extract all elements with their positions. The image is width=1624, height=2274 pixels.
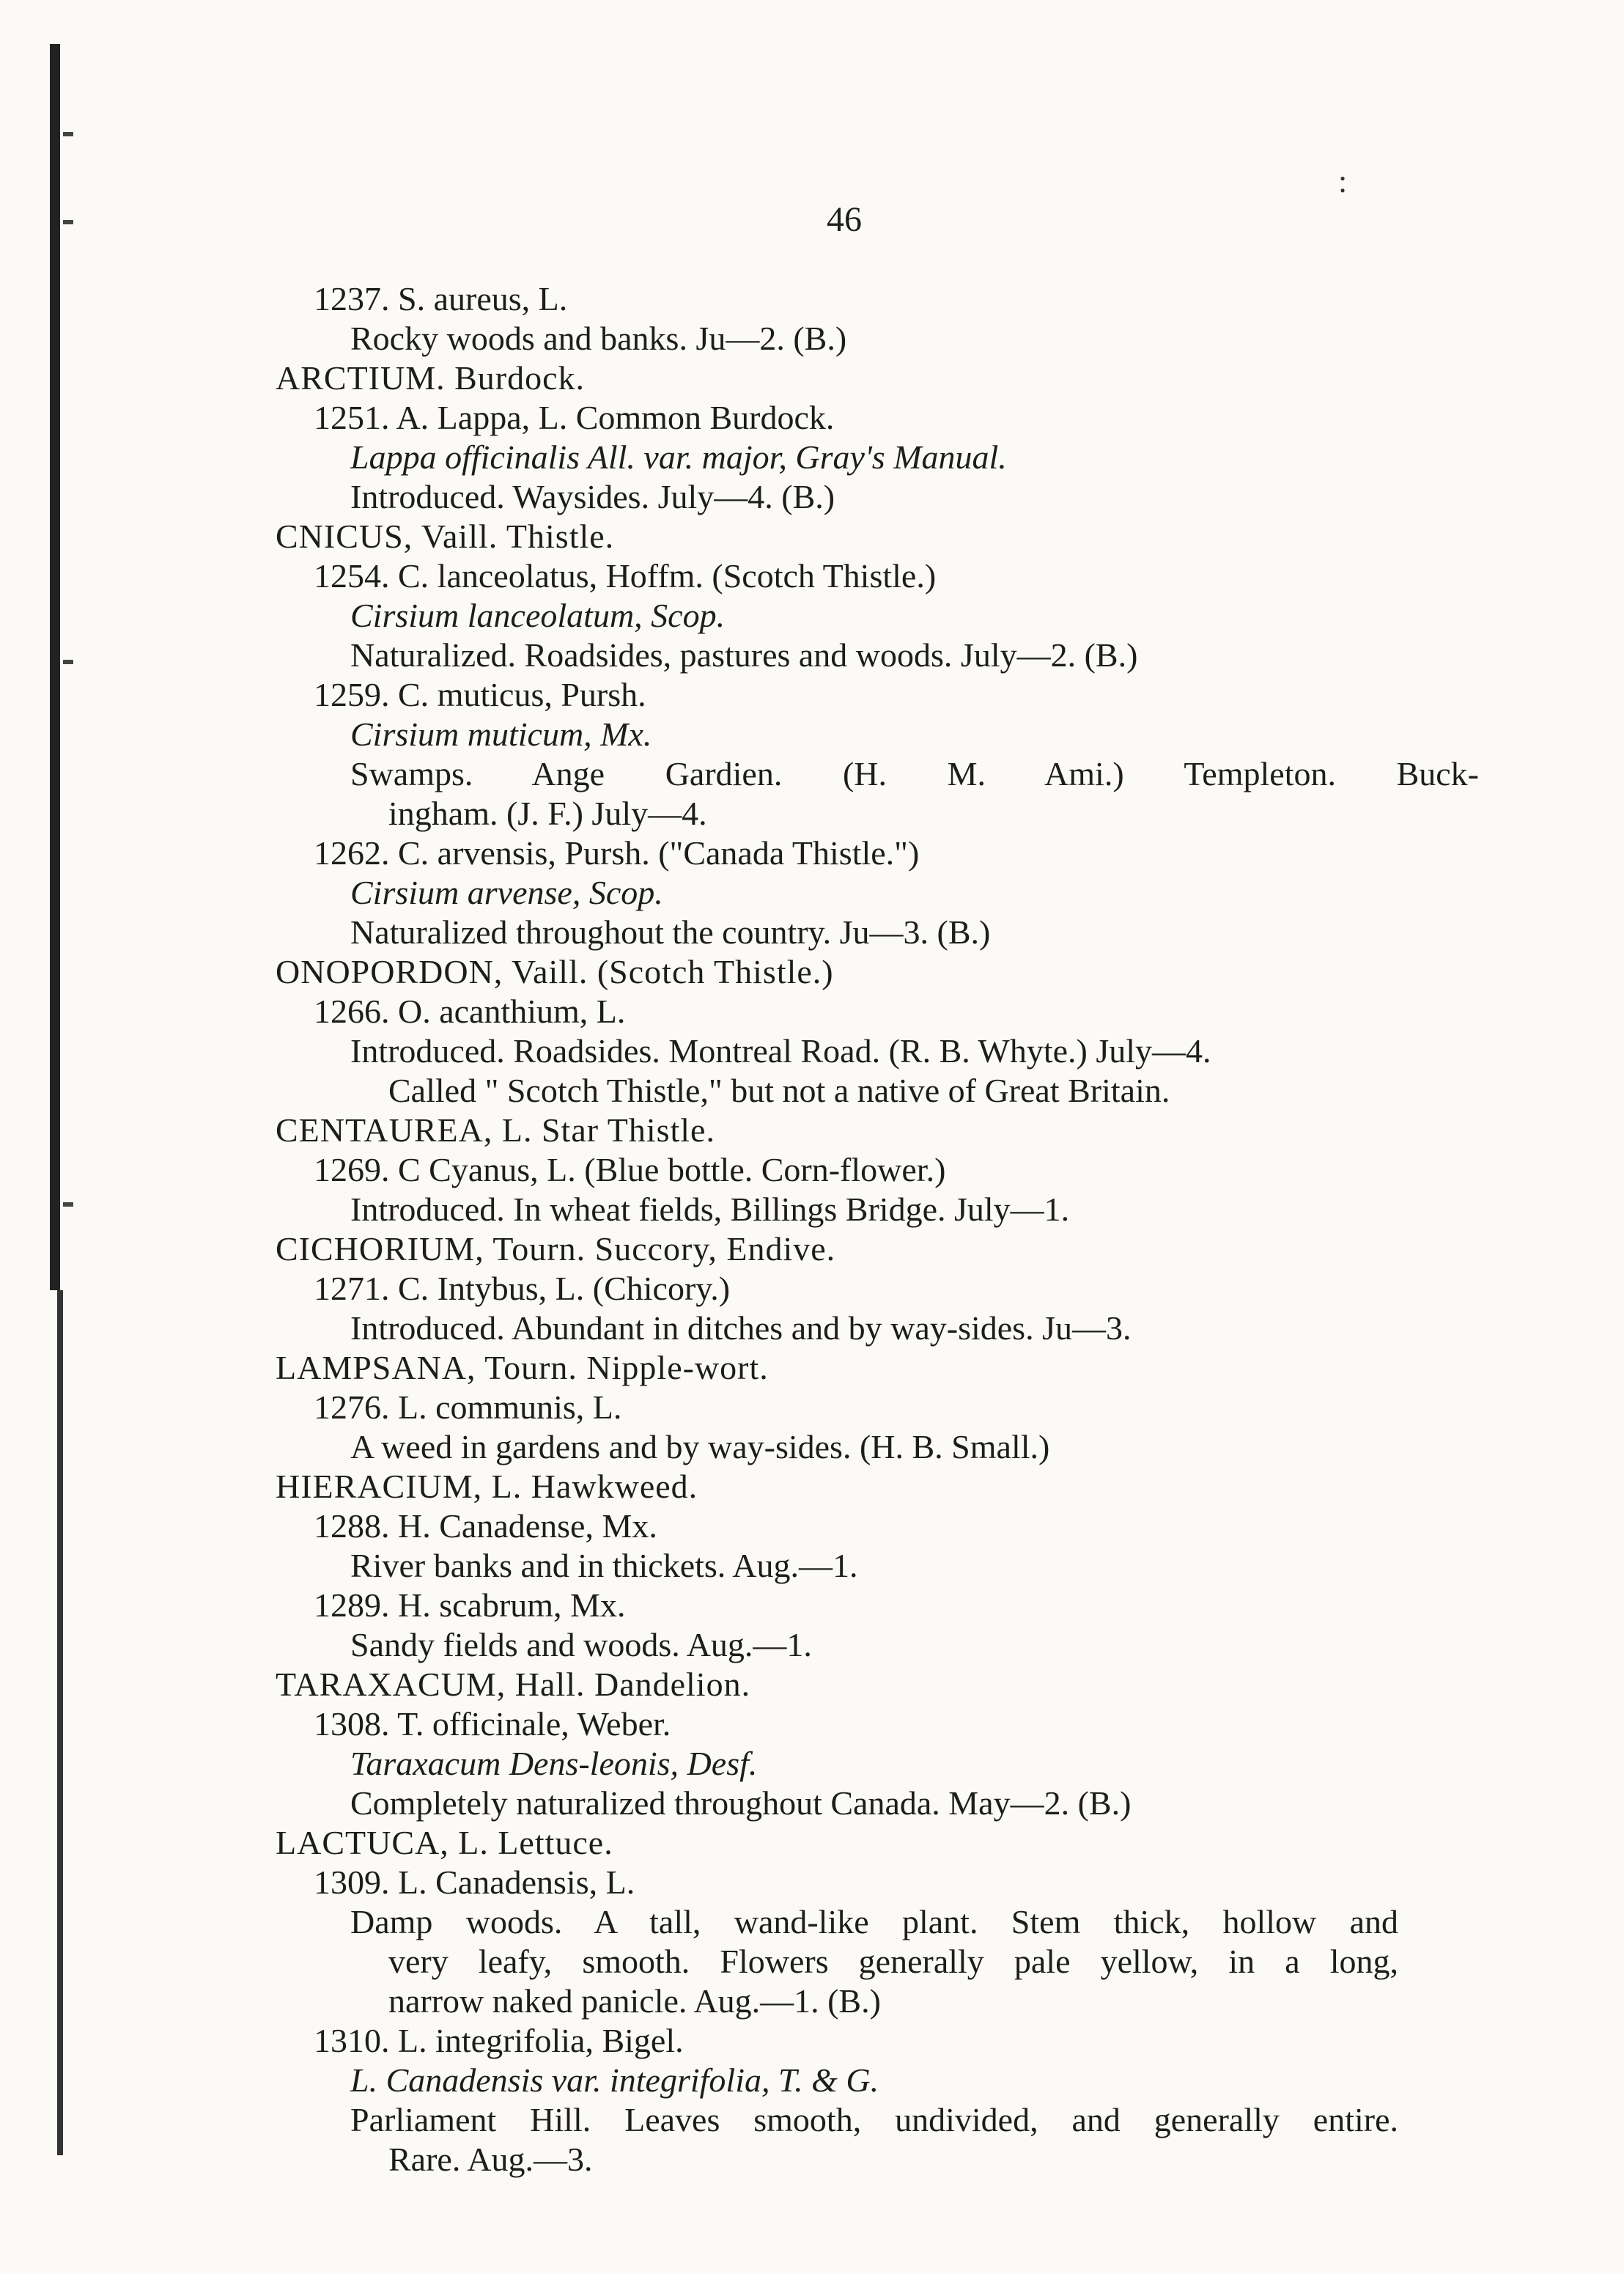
species-note: Completely naturalized throughout Canada. May—2. (B.) <box>350 1784 1132 1822</box>
synonym: Lappa officinalis All. var. major, Gray's Manual. <box>350 438 1007 476</box>
binding-nick <box>63 132 73 136</box>
species-note-continued: Rare. Aug.—3. <box>388 2141 593 2178</box>
genus-heading: CICHORIUM, Tourn. Succory, Endive. <box>276 1230 836 1267</box>
species-note-continued: narrow naked panicle. Aug.—1. (B.) <box>388 1982 881 2020</box>
synonym: L. Canadensis var. integrifolia, T. & G. <box>350 2061 879 2099</box>
species-note: A weed in gardens and by way-sides. (H. B. Small.) <box>350 1428 1050 1465</box>
species-note: Naturalized. Roadsides, pastures and woods. July—2. (B.) <box>350 636 1138 674</box>
species-note: Swamps. Ange Gardien. (H. M. Ami.) Templeton. Buck- <box>350 755 1479 792</box>
genus-heading: HIERACIUM, L. Hawkweed. <box>276 1468 698 1505</box>
page-number: 46 <box>827 200 862 239</box>
species-entry: 1259. C. muticus, Pursh. <box>314 676 646 713</box>
species-note: Sandy fields and woods. Aug.—1. <box>350 1626 812 1663</box>
synonym: Taraxacum Dens-leonis, Desf. <box>350 1745 758 1782</box>
binding-nick <box>63 660 73 664</box>
species-entry: 1262. C. arvensis, Pursh. ("Canada Thistle.") <box>314 834 920 872</box>
species-entry: 1271. C. Intybus, L. (Chicory.) <box>314 1270 731 1307</box>
species-note-continued: Called " Scotch Thistle," but not a native of Great Britain. <box>388 1072 1170 1109</box>
species-note: Introduced. In wheat fields, Billings Bridge. July—1. <box>350 1191 1070 1228</box>
genus-heading: ARCTIUM. Burdock. <box>276 359 586 397</box>
species-note: River banks and in thickets. Aug.—1. <box>350 1547 858 1584</box>
binding-nick <box>63 1202 73 1207</box>
species-note-continued: ingham. (J. F.) July—4. <box>388 795 707 832</box>
synonym: Cirsium muticum, Mx. <box>350 715 652 753</box>
genus-heading: ONOPORDON, Vaill. (Scotch Thistle.) <box>276 953 834 990</box>
genus-heading: TARAXACUM, Hall. Dandelion. <box>276 1666 751 1703</box>
species-note-continued: very leafy, smooth. Flowers generally pale yellow, in a long, <box>388 1943 1398 1980</box>
species-entry: 1308. T. officinale, Weber. <box>314 1705 671 1743</box>
genus-heading: CNICUS, Vaill. Thistle. <box>276 518 615 555</box>
page-binding-edge <box>0 0 81 2274</box>
genus-heading: LACTUCA, L. Lettuce. <box>276 1824 613 1861</box>
species-entry: 1269. C Cyanus, L. (Blue bottle. Corn-flower.) <box>314 1151 946 1188</box>
synonym: Cirsium arvense, Scop. <box>350 874 663 911</box>
synonym: Cirsium lanceolatum, Scop. <box>350 597 726 634</box>
species-note: Parliament Hill. Leaves smooth, undivided, and generally entire. <box>350 2101 1398 2138</box>
species-entry: 1289. H. scabrum, Mx. <box>314 1586 626 1624</box>
species-note: Introduced. Roadsides. Montreal Road. (R. B. Whyte.) July—4. <box>350 1032 1211 1070</box>
species-entry: 1254. C. lanceolatus, Hoffm. (Scotch Thistle.) <box>314 557 937 595</box>
binding-shadow <box>50 44 60 1290</box>
binding-shadow-lower <box>57 1290 63 2155</box>
species-note: Introduced. Abundant in ditches and by way-sides. Ju—3. <box>350 1309 1132 1347</box>
species-note: Introduced. Waysides. July—4. (B.) <box>350 478 835 515</box>
species-entry: 1266. O. acanthium, L. <box>314 993 626 1030</box>
species-entry: 1276. L. communis, L. <box>314 1388 622 1426</box>
speck-mark: : <box>1338 163 1348 199</box>
species-entry: 1310. L. integrifolia, Bigel. <box>314 2022 684 2059</box>
binding-nick <box>63 220 73 224</box>
species-entry: 1251. A. Lappa, L. Common Burdock. <box>314 399 835 436</box>
genus-heading: LAMPSANA, Tourn. Nipple-wort. <box>276 1349 769 1386</box>
species-note: Rocky woods and banks. Ju—2. (B.) <box>350 320 847 357</box>
species-entry: 1309. L. Canadensis, L. <box>314 1863 635 1901</box>
species-note: Damp woods. A tall, wand-like plant. Stem thick, hollow and <box>350 1903 1398 1940</box>
species-note: Naturalized throughout the country. Ju—3. (B.) <box>350 913 991 951</box>
species-entry: 1237. S. aureus, L. <box>314 280 568 317</box>
species-entry: 1288. H. Canadense, Mx. <box>314 1507 657 1545</box>
genus-heading: CENTAUREA, L. Star Thistle. <box>276 1111 715 1149</box>
